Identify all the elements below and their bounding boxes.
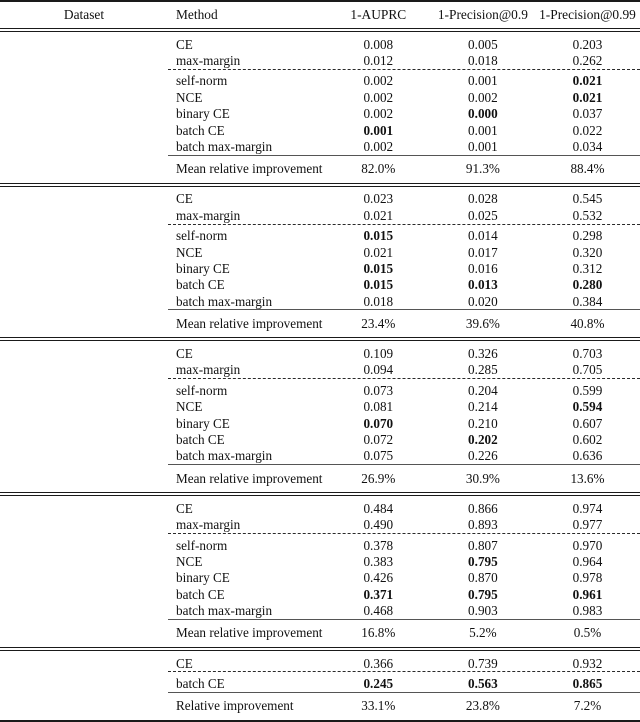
summary-value: 5.2% (469, 625, 497, 641)
metric-value: 0.020 (468, 293, 498, 309)
metric-value: 0.703 (572, 346, 603, 362)
metric-value: 0.484 (363, 500, 394, 516)
method-label: NCE (176, 399, 203, 415)
metric-value: 0.974 (572, 500, 603, 516)
metric-value: 0.563 (468, 675, 498, 691)
metric-value: 0.018 (363, 293, 394, 309)
metric-value: 0.109 (363, 346, 394, 362)
metric-value: 0.865 (572, 675, 603, 691)
method-label: max-margin (176, 207, 241, 223)
metric-value: 0.014 (468, 228, 498, 244)
metric-value: 0.970 (572, 537, 603, 553)
method-label: binary CE (176, 570, 230, 586)
metric-value: 0.599 (572, 382, 603, 398)
summary-value: 7.2% (573, 698, 602, 714)
method-label: batch max-margin (176, 293, 273, 309)
metric-value: 0.262 (572, 52, 603, 68)
column-header-dataset: Dataset (63, 7, 105, 23)
method-label: self-norm (176, 73, 228, 89)
metric-value: 0.202 (468, 432, 498, 448)
summary-value: 23.4% (361, 315, 396, 331)
method-label: CE (176, 36, 193, 52)
method-label: batch CE (176, 586, 225, 602)
metric-value: 0.001 (468, 122, 498, 138)
summary-value: 88.4% (570, 161, 605, 177)
metric-value: 0.594 (572, 399, 603, 415)
metric-value: 0.739 (468, 655, 498, 671)
metric-value: 0.015 (363, 228, 394, 244)
summary-value: 33.1% (361, 698, 396, 714)
metric-value: 0.075 (363, 448, 394, 464)
summary-value: 40.8% (570, 315, 605, 331)
summary-label: Mean relative improvement (176, 161, 323, 177)
method-label: max-margin (176, 362, 241, 378)
metric-value: 0.021 (572, 89, 603, 105)
summary-label: Mean relative improvement (176, 470, 323, 486)
metric-value: 0.636 (572, 448, 603, 464)
metric-value: 0.034 (572, 138, 603, 154)
metric-value: 0.932 (572, 655, 603, 671)
summary-value: 16.8% (361, 625, 396, 641)
bottom-rule-row (0, 720, 640, 722)
dataset-label-cifar-10 (0, 341, 168, 492)
metric-value: 0.378 (363, 537, 394, 553)
summary-label: Mean relative improvement (176, 315, 323, 331)
metric-value: 0.961 (572, 586, 603, 602)
metric-value: 0.008 (363, 36, 394, 52)
metric-value: 0.073 (363, 382, 394, 398)
metric-value: 0.285 (468, 362, 498, 378)
metric-value: 0.298 (572, 228, 603, 244)
method-label: batch CE (176, 432, 225, 448)
metric-value: 0.371 (363, 586, 394, 602)
dataset-label-line (0, 685, 168, 686)
method-label: NCE (176, 244, 203, 260)
metric-value: 0.964 (572, 553, 603, 569)
method-label: binary CE (176, 106, 230, 122)
metric-value: 0.000 (468, 106, 498, 122)
summary-value: 39.6% (465, 315, 500, 331)
dataset-label-svhn (0, 187, 168, 338)
metric-value: 0.015 (363, 277, 394, 293)
metric-value: 0.320 (572, 244, 603, 260)
method-label: CE (176, 500, 193, 516)
metric-value: 0.245 (363, 675, 394, 691)
metric-value: 0.795 (468, 553, 498, 569)
metric-value: 0.602 (572, 432, 603, 448)
metric-value: 0.023 (363, 191, 394, 207)
method-label: batch CE (176, 675, 225, 691)
method-label: CE (176, 346, 193, 362)
metric-value: 0.081 (363, 399, 394, 415)
summary-label: Relative improvement (176, 698, 294, 714)
method-label: NCE (176, 89, 203, 105)
method-label: batch max-margin (176, 603, 273, 619)
metric-value: 0.312 (572, 260, 603, 276)
metric-value: 0.070 (363, 415, 394, 431)
dataset-label-cifar-100 (0, 496, 168, 647)
metric-value: 0.210 (468, 415, 498, 431)
metric-value: 0.214 (468, 399, 498, 415)
metric-value: 0.022 (572, 122, 603, 138)
metric-value: 0.021 (363, 244, 394, 260)
summary-value: 0.5% (573, 625, 602, 641)
metric-value: 0.001 (363, 122, 394, 138)
metric-value: 0.383 (363, 553, 394, 569)
metric-value: 0.866 (468, 500, 498, 516)
column-header-precision-09: 1-Precision@0.9 (437, 7, 528, 23)
metric-value: 0.021 (572, 73, 603, 89)
metric-value: 0.072 (363, 432, 394, 448)
summary-value: 91.3% (465, 161, 500, 177)
method-label: CE (176, 191, 193, 207)
column-header-auprc: 1-AUPRC (350, 7, 407, 23)
method-label: self-norm (176, 537, 228, 553)
metric-value: 0.094 (363, 362, 394, 378)
metric-value: 0.870 (468, 570, 498, 586)
bottom-rule-cell (0, 720, 640, 722)
metric-value: 0.028 (468, 191, 498, 207)
column-header-precision-099: 1-Precision@0.99 (539, 7, 636, 23)
summary-label: Mean relative improvement (176, 625, 323, 641)
metric-value: 0.532 (572, 207, 603, 223)
summary-value: 30.9% (465, 470, 500, 486)
metric-value: 0.204 (468, 382, 498, 398)
summary-value: 23.8% (465, 698, 500, 714)
metric-value: 0.705 (572, 362, 603, 378)
method-label: max-margin (176, 52, 241, 68)
header-row (0, 2, 640, 28)
metric-value: 0.002 (363, 89, 394, 105)
summary-value: 13.6% (570, 470, 605, 486)
bottom-rule (0, 720, 640, 722)
metric-value: 0.005 (468, 36, 498, 52)
metric-value: 0.468 (363, 603, 394, 619)
metric-value: 0.807 (468, 537, 498, 553)
column-header-method: Method (176, 7, 218, 23)
metric-value: 0.366 (363, 655, 394, 671)
metric-value: 0.326 (468, 346, 498, 362)
method-label: batch max-margin (176, 138, 273, 154)
method-label: binary CE (176, 260, 230, 276)
table-body (0, 32, 640, 722)
method-label: binary CE (176, 415, 230, 431)
metric-value: 0.978 (572, 570, 603, 586)
method-label: self-norm (176, 228, 228, 244)
metric-value: 0.426 (363, 570, 394, 586)
method-label: CE (176, 655, 193, 671)
metric-value: 0.015 (363, 260, 394, 276)
method-label: batch max-margin (176, 448, 273, 464)
summary-value: 26.9% (361, 470, 396, 486)
method-label: batch CE (176, 122, 225, 138)
metric-value: 0.016 (468, 260, 498, 276)
metric-value: 0.001 (468, 138, 498, 154)
metric-value: 0.037 (572, 106, 603, 122)
metric-value: 0.983 (572, 603, 603, 619)
metric-value: 0.025 (468, 207, 498, 223)
method-label: self-norm (176, 382, 228, 398)
metric-value: 0.013 (468, 277, 498, 293)
metric-value: 0.002 (468, 89, 498, 105)
metric-value: 0.002 (363, 73, 394, 89)
metric-value: 0.017 (468, 244, 498, 260)
metric-value: 0.490 (363, 517, 394, 533)
metric-value: 0.001 (468, 73, 498, 89)
metric-value: 0.607 (572, 415, 603, 431)
method-label: batch CE (176, 277, 225, 293)
dataset-label-imagenet (0, 651, 168, 720)
metric-value: 0.002 (363, 106, 394, 122)
metric-value: 0.021 (363, 207, 394, 223)
metric-value: 0.893 (468, 517, 498, 533)
metric-value: 0.280 (572, 277, 603, 293)
method-label: NCE (176, 553, 203, 569)
metric-value: 0.903 (468, 603, 498, 619)
summary-value: 82.0% (361, 161, 396, 177)
metric-value: 0.226 (468, 448, 498, 464)
metric-value: 0.545 (572, 191, 603, 207)
metric-value: 0.018 (468, 52, 498, 68)
metric-value: 0.012 (363, 52, 394, 68)
metric-value: 0.384 (572, 293, 603, 309)
table-header (0, 0, 640, 32)
metric-value: 0.002 (363, 138, 394, 154)
metric-value: 0.977 (572, 517, 603, 533)
metric-value: 0.203 (572, 36, 603, 52)
method-label: max-margin (176, 517, 241, 533)
metric-value: 0.795 (468, 586, 498, 602)
dataset-label-mnist (0, 32, 168, 183)
